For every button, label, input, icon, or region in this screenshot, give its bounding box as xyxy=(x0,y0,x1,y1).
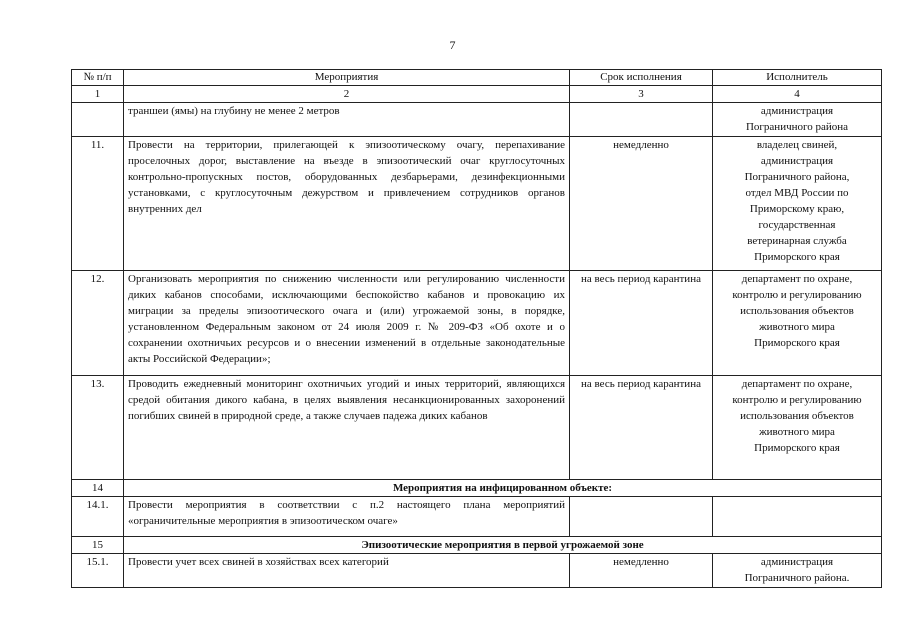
table-row xyxy=(72,554,882,588)
row-number: 11. xyxy=(72,137,124,271)
section-title: Мероприятия на инфицированном объекте: xyxy=(124,480,882,497)
page-number: 7 xyxy=(449,38,456,52)
column-number-row xyxy=(72,86,882,103)
row-number: 14.1. xyxy=(72,497,124,537)
row-term: на весь период карантина xyxy=(570,271,713,376)
row-number: 15.1. xyxy=(72,554,124,588)
row-number: 13. xyxy=(72,376,124,480)
executor-line: Пограничного района, xyxy=(744,171,850,183)
row-executor xyxy=(713,376,882,480)
section-number: 15 xyxy=(72,537,124,554)
row-executor xyxy=(713,497,882,537)
executor-line: Пограничного района. xyxy=(744,572,850,584)
column-number: 2 xyxy=(124,86,570,103)
section-row xyxy=(72,537,882,554)
column-number: 1 xyxy=(72,86,124,103)
executor-line: департамент по охране, xyxy=(741,273,853,285)
row-measure: Организовать мероприятия по снижению численности или регулированию численности диких кабанов способами, исключающими беспокойство кабанов и провокацию их миграции за пределы эпизоотического очага и (или) угрожаемой зоны, в порядке, установленном Федеральным законом от 24 июля 2009 г. № 209-ФЗ «Об охоте и о сохранении охотничьих ресурсов и о внесении изменений в отдельные законодательные акты Российской Федерации»; xyxy=(124,271,570,376)
executor-line: владелец свиней, xyxy=(756,139,838,151)
row-executor xyxy=(713,271,882,376)
row-measure: Провести мероприятия в соответствии с п.2 настоящего плана мероприятий «ограничительные мероприятия в эпизоотическом очаге» xyxy=(124,497,570,537)
row-measure: Провести на территории, прилегающей к эпизоотическому очагу, перепахивание проселочных дорог, выставление на въезде в эпизоотический очаг круглосуточных контрольно-пропускных постов, оборудованных дезбарьерами, дезинфекционными установками, с круглосуточным дежурством и привлечением сотрудников органов внутренних дел xyxy=(124,137,570,271)
table-row xyxy=(72,271,882,376)
table-row xyxy=(72,497,882,537)
row-term: на весь период карантина xyxy=(570,376,713,480)
table-row xyxy=(72,103,882,137)
row-number xyxy=(72,103,124,137)
executor-line: животного мира xyxy=(759,321,835,333)
table-row xyxy=(72,376,882,480)
executor-line: использования объектов xyxy=(740,410,854,422)
row-number: 12. xyxy=(72,271,124,376)
table-row xyxy=(72,137,882,271)
header-number: № п/п xyxy=(72,70,124,86)
row-executor xyxy=(713,137,882,271)
row-term xyxy=(570,497,713,537)
row-measure: Провести учет всех свиней в хозяйствах всех категорий xyxy=(124,554,570,588)
row-measure: траншеи (ямы) на глубину не менее 2 метров xyxy=(124,103,570,137)
section-row xyxy=(72,480,882,497)
executor-line: ветеринарная служба xyxy=(747,235,847,247)
header-measures: Мероприятия xyxy=(124,70,570,86)
executor-line: администрация xyxy=(760,155,834,167)
column-number: 3 xyxy=(570,86,713,103)
executor-line: Приморского края xyxy=(754,337,840,349)
executor-line: использования объектов xyxy=(740,305,854,317)
executor-line: администрация xyxy=(760,105,834,117)
section-title: Эпизоотические мероприятия в первой угрожаемой зоне xyxy=(124,537,882,554)
executor-line: Приморского края xyxy=(754,442,840,454)
row-term xyxy=(570,103,713,137)
column-number: 4 xyxy=(713,86,882,103)
executor-line: отдел МВД России по xyxy=(745,187,849,199)
executor-line: департамент по охране, xyxy=(741,378,853,390)
header-term: Срок исполнения xyxy=(570,70,713,86)
section-number: 14 xyxy=(72,480,124,497)
executor-line: Приморского края xyxy=(754,251,840,263)
header-row xyxy=(72,70,882,86)
row-executor xyxy=(713,554,882,588)
executor-line: государственная xyxy=(758,219,836,231)
row-term: немедленно xyxy=(570,137,713,271)
row-term: немедленно xyxy=(570,554,713,588)
executor-line: Приморскому краю, xyxy=(749,203,845,215)
row-executor xyxy=(713,103,882,137)
row-measure: Проводить ежедневный мониторинг охотничьих угодий и иных территорий, являющихся средой обитания дикого кабана, в целях выявления несанкционированных захоронений погибших свиней в природной среде, а также случаев падежа диких кабанов xyxy=(124,376,570,480)
header-executor: Исполнитель xyxy=(713,70,882,86)
executor-line: животного мира xyxy=(759,426,835,438)
executor-line: контролю и регулированию xyxy=(732,394,862,406)
executor-line: администрация xyxy=(760,556,834,568)
executor-line: контролю и регулированию xyxy=(732,289,862,301)
measures-table xyxy=(71,69,882,588)
executor-line: Пограничного района xyxy=(745,121,849,133)
